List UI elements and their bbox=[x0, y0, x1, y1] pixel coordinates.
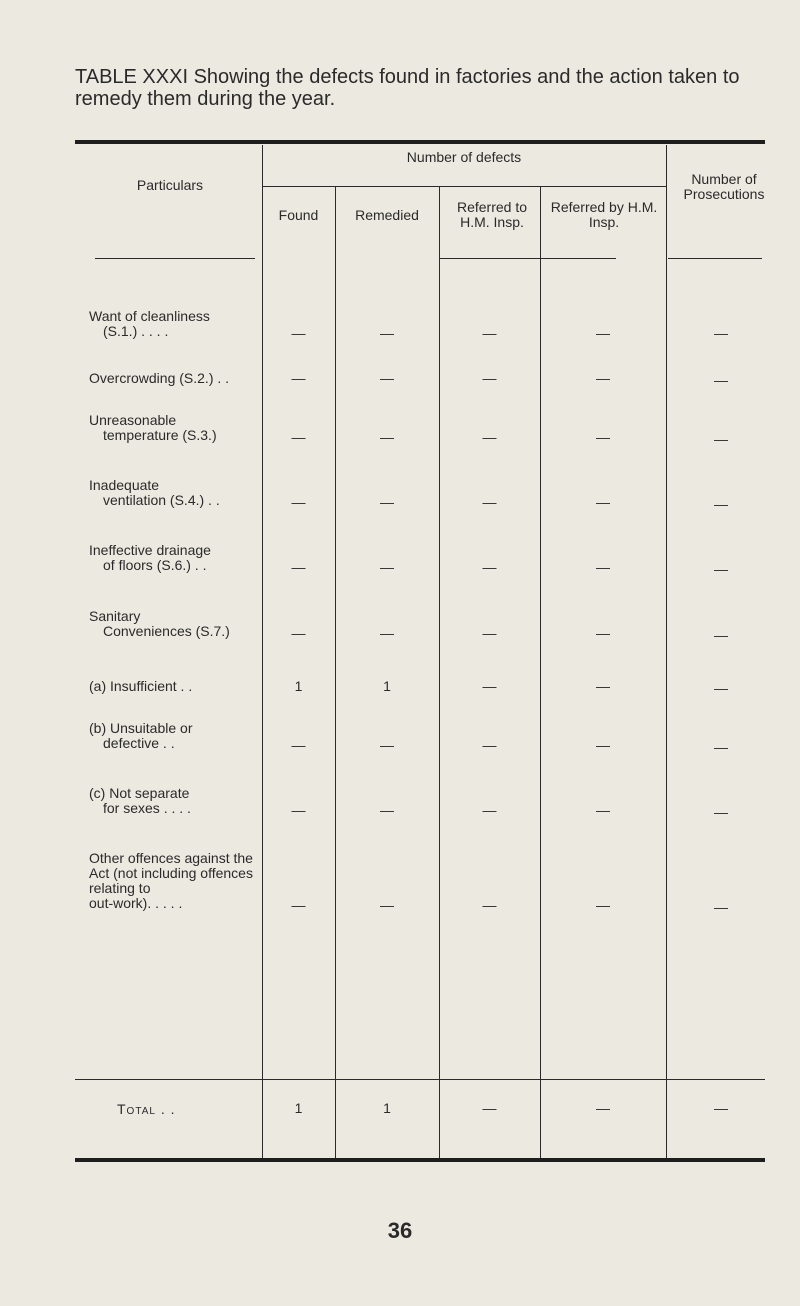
cell-remedied: 1 bbox=[383, 678, 391, 694]
cell-prosecutions: — bbox=[714, 431, 728, 447]
cell-referred-to: — bbox=[482, 325, 497, 341]
header-bottom-rule-right bbox=[668, 258, 762, 259]
total-top-rule bbox=[75, 1079, 765, 1080]
cell-found: — bbox=[291, 325, 306, 341]
cell-referred-by: — bbox=[596, 897, 610, 913]
cell-referred-to: — bbox=[482, 625, 497, 641]
row-label: Want of cleanliness (S.1.) . . . . bbox=[89, 308, 210, 339]
total-remedied: 1 bbox=[383, 1100, 391, 1116]
row-label: Other offences against the Act (not including offences relating to out-work). . . . . bbox=[89, 850, 253, 911]
cell-prosecutions: — bbox=[714, 496, 728, 512]
table-number: TABLE XXXI bbox=[75, 66, 189, 88]
cell-remedied: — bbox=[380, 897, 394, 913]
cell-referred-by: — bbox=[596, 370, 610, 386]
cell-referred-to: — bbox=[482, 737, 497, 753]
col-divider-1 bbox=[262, 145, 263, 1158]
cell-referred-to: — bbox=[482, 678, 497, 694]
cell-referred-by: — bbox=[596, 325, 610, 341]
cell-remedied: — bbox=[380, 494, 394, 510]
header-found: Found bbox=[278, 207, 319, 223]
cell-prosecutions: — bbox=[714, 680, 728, 696]
header-bottom-rule-mid bbox=[440, 258, 616, 259]
cell-prosecutions: — bbox=[714, 372, 728, 388]
cell-remedied: — bbox=[380, 325, 394, 341]
cell-found: — bbox=[291, 897, 306, 913]
bottom-rule bbox=[75, 1158, 765, 1162]
cell-found: — bbox=[291, 625, 306, 641]
cell-prosecutions: — bbox=[714, 561, 728, 577]
header-referred-by: Referred by H.M. Insp. bbox=[550, 199, 658, 230]
cell-remedied: — bbox=[380, 429, 394, 445]
cell-prosecutions: — bbox=[714, 804, 728, 820]
cell-referred-to: — bbox=[482, 897, 497, 913]
header-prosecutions: Number of Prosecutions bbox=[683, 171, 765, 202]
row-label: Unreasonable temperature (S.3.) bbox=[89, 412, 217, 443]
cell-found: — bbox=[291, 494, 306, 510]
header-remedied: Remedied bbox=[355, 207, 419, 223]
row-label: (a) Insufficient . . bbox=[89, 678, 193, 694]
cell-prosecutions: — bbox=[714, 325, 728, 341]
cell-found: — bbox=[291, 559, 306, 575]
cell-found: — bbox=[291, 370, 306, 386]
cell-found: 1 bbox=[294, 678, 303, 694]
cell-referred-by: — bbox=[596, 802, 610, 818]
row-label: Ineffective drainage of floors (S.6.) . . bbox=[89, 542, 211, 573]
row-label: Inadequate ventilation (S.4.) . . bbox=[89, 477, 220, 508]
cell-remedied: — bbox=[380, 802, 394, 818]
row-label: Overcrowding (S.2.) . . bbox=[89, 370, 230, 386]
cell-referred-by: — bbox=[596, 678, 610, 694]
cell-referred-by: — bbox=[596, 494, 610, 510]
cell-referred-by: — bbox=[596, 559, 610, 575]
cell-referred-to: — bbox=[482, 429, 497, 445]
cell-remedied: — bbox=[380, 625, 394, 641]
top-rule bbox=[75, 140, 765, 144]
cell-found: — bbox=[291, 429, 306, 445]
total-found: 1 bbox=[294, 1100, 303, 1116]
page-number: 36 bbox=[387, 1218, 413, 1243]
header-bottom-rule bbox=[95, 258, 255, 259]
header-referred-to: Referred to H.M. Insp. bbox=[456, 199, 528, 230]
cell-remedied: — bbox=[380, 370, 394, 386]
row-label: Sanitary Conveniences (S.7.) bbox=[89, 608, 230, 639]
row-label: (b) Unsuitable or defective . . bbox=[89, 720, 193, 751]
total-referred-to: — bbox=[482, 1100, 497, 1116]
cell-prosecutions: — bbox=[714, 899, 728, 915]
total-prosecutions: — bbox=[714, 1100, 728, 1116]
cell-remedied: — bbox=[380, 559, 394, 575]
cell-referred-to: — bbox=[482, 802, 497, 818]
col-divider-5 bbox=[666, 145, 667, 1158]
cell-found: — bbox=[291, 737, 306, 753]
header-subrule bbox=[262, 186, 666, 187]
cell-prosecutions: — bbox=[714, 739, 728, 755]
cell-referred-to: — bbox=[482, 559, 497, 575]
cell-referred-by: — bbox=[596, 625, 610, 641]
row-label: (c) Not separate for sexes . . . . bbox=[89, 785, 191, 816]
cell-referred-by: — bbox=[596, 429, 610, 445]
header-number-of-defects: Number of defects bbox=[406, 149, 522, 165]
cell-found: — bbox=[291, 802, 306, 818]
cell-referred-to: — bbox=[482, 370, 497, 386]
table-title bbox=[75, 66, 775, 110]
cell-prosecutions: — bbox=[714, 627, 728, 643]
cell-referred-to: — bbox=[482, 494, 497, 510]
cell-remedied: — bbox=[380, 737, 394, 753]
header-particulars: Particulars bbox=[136, 177, 204, 193]
total-referred-by: — bbox=[596, 1100, 610, 1116]
table-caption: Showing the defects found in factories and the action taken to remedy them during the year. bbox=[75, 66, 740, 110]
total-label: Total . . bbox=[117, 1101, 176, 1117]
cell-referred-by: — bbox=[596, 737, 610, 753]
